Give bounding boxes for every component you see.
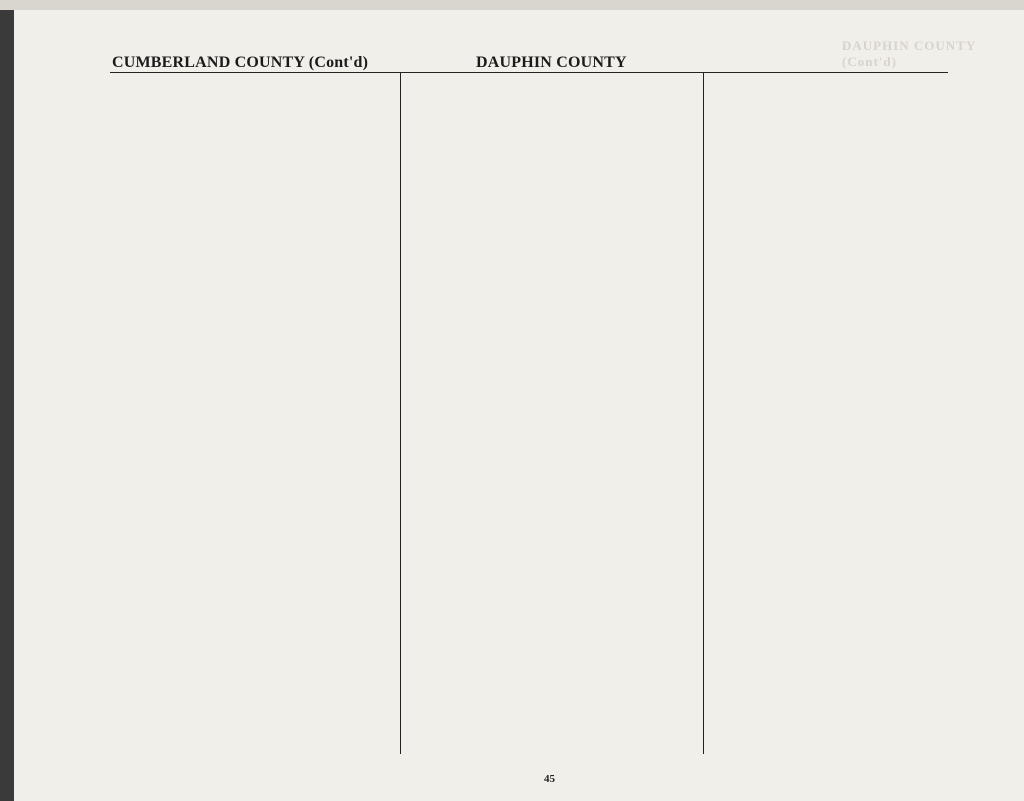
heading-cumberland-county: CUMBERLAND COUNTY (Cont'd)	[112, 54, 369, 71]
column-divider-1	[400, 72, 401, 754]
page-number: 45	[544, 773, 555, 785]
scan-top-edge	[0, 0, 1024, 10]
column-divider-2	[703, 72, 704, 754]
bleed-through-heading: DAUPHIN COUNTY (Cont'd)	[842, 38, 976, 69]
scan-left-edge	[0, 0, 14, 801]
top-rule	[110, 72, 948, 73]
heading-dauphin-county: DAUPHIN COUNTY	[476, 54, 627, 71]
